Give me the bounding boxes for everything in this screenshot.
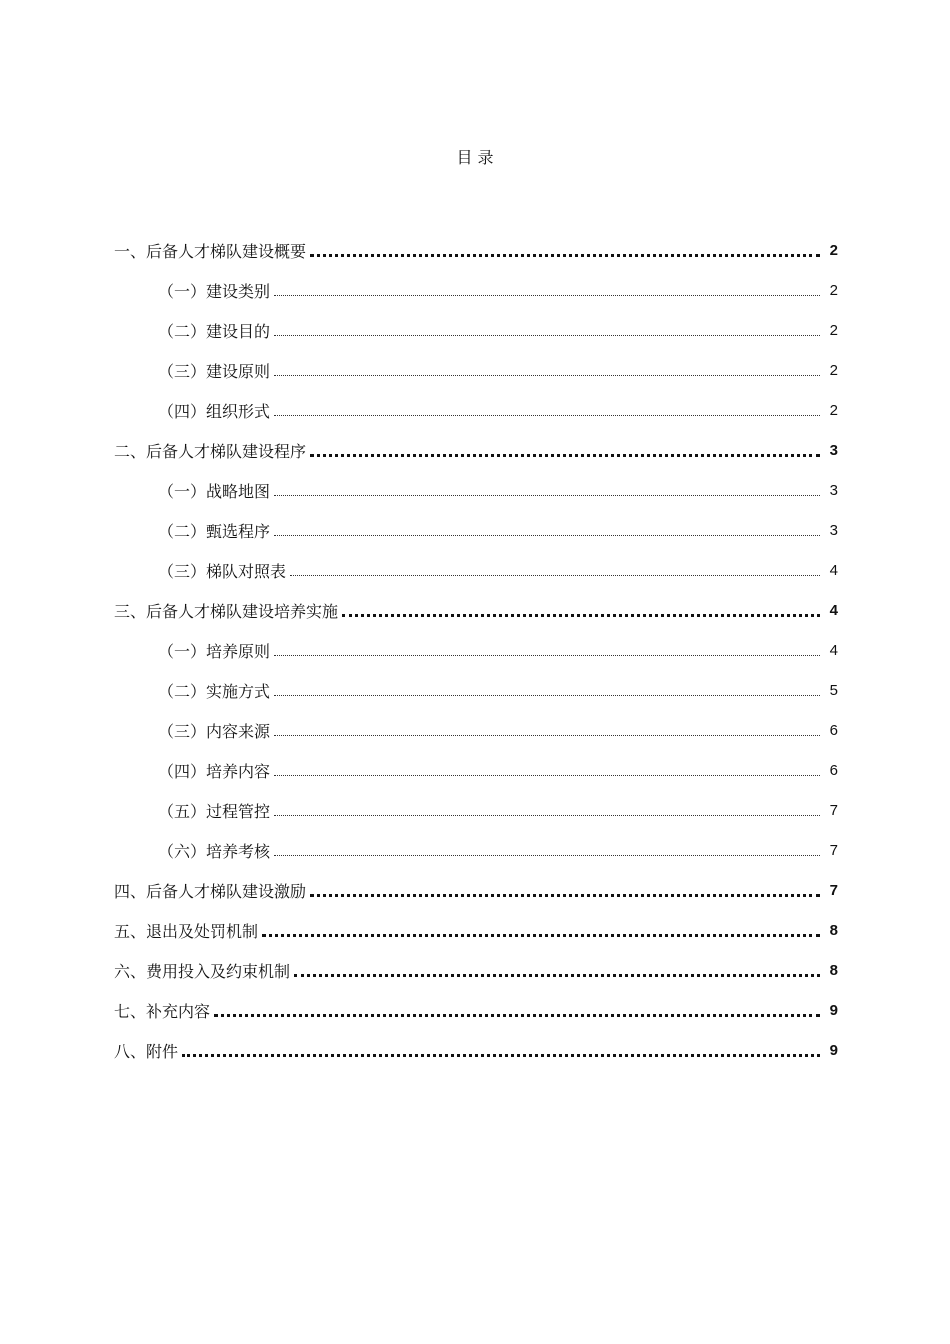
toc-entry-subsection[interactable]: [114, 630, 838, 670]
toc-entry-label: 二、后备人才梯队建设程序: [114, 441, 307, 461]
dot-leader: [342, 598, 820, 617]
toc-entry-section[interactable]: [114, 910, 838, 950]
toc-entry-section[interactable]: [114, 430, 838, 470]
toc-entry-label: 七、补充内容: [114, 1001, 211, 1021]
toc-entry-subsection[interactable]: [114, 470, 838, 510]
toc-entry-subsection[interactable]: [114, 830, 838, 870]
toc-entry-page-number: 7: [829, 881, 838, 899]
toc-entry-subsection[interactable]: [114, 270, 838, 310]
dot-leader: [182, 1038, 820, 1057]
dot-leader: [274, 639, 820, 656]
toc-entry-label: 五、退出及处罚机制: [114, 921, 259, 941]
toc-entry-subsection[interactable]: [114, 790, 838, 830]
dot-leader: [274, 679, 820, 696]
toc-entry-section[interactable]: [114, 590, 838, 630]
toc-entry-page-number: 2: [829, 241, 838, 259]
toc-entry-label: （三）内容来源: [158, 721, 271, 741]
toc-entry-label: （四）组织形式: [158, 401, 271, 421]
dot-leader: [310, 878, 820, 897]
toc-entry-page-number: 2: [829, 401, 838, 419]
toc-entry-page-number: 6: [829, 761, 838, 779]
toc-entry-label: （一）培养原则: [158, 641, 271, 661]
toc-entry-subsection[interactable]: [114, 510, 838, 550]
toc-entry-subsection[interactable]: [114, 550, 838, 590]
toc-entry-label: （三）建设原则: [158, 361, 271, 381]
toc-entry-section[interactable]: [114, 230, 838, 270]
dot-leader: [274, 759, 820, 776]
toc-entry-label: （四）培养内容: [158, 761, 271, 781]
toc-entry-page-number: 8: [829, 961, 838, 979]
toc-entry-page-number: 9: [829, 1041, 838, 1059]
toc-entry-label: 一、后备人才梯队建设概要: [114, 241, 307, 261]
toc-entry-label: （二）甄选程序: [158, 521, 271, 541]
dot-leader: [274, 839, 820, 856]
toc-entry-subsection[interactable]: [114, 670, 838, 710]
toc-entry-page-number: 2: [829, 321, 838, 339]
toc-entry-label: 八、附件: [114, 1041, 179, 1061]
toc-entry-section[interactable]: [114, 870, 838, 910]
table-of-contents: [114, 230, 838, 1070]
toc-entry-page-number: 5: [829, 681, 838, 699]
toc-entry-label: （五）过程管控: [158, 801, 271, 821]
toc-entry-page-number: 7: [829, 841, 838, 859]
toc-entry-section[interactable]: [114, 1030, 838, 1070]
dot-leader: [274, 399, 820, 416]
toc-entry-label: 四、后备人才梯队建设激励: [114, 881, 307, 901]
toc-entry-label: （二）建设目的: [158, 321, 271, 341]
toc-entry-page-number: 8: [829, 921, 838, 939]
toc-entry-page-number: 7: [829, 801, 838, 819]
toc-entry-label: 六、费用投入及约束机制: [114, 961, 291, 981]
dot-leader: [274, 719, 820, 736]
dot-leader: [294, 958, 820, 977]
toc-entry-page-number: 3: [829, 521, 838, 539]
toc-entry-section[interactable]: [114, 990, 838, 1030]
dot-leader: [310, 438, 820, 457]
dot-leader: [274, 359, 820, 376]
dot-leader: [274, 279, 820, 296]
toc-entry-page-number: 9: [829, 1001, 838, 1019]
toc-entry-section[interactable]: [114, 950, 838, 990]
toc-entry-subsection[interactable]: [114, 390, 838, 430]
toc-entry-label: （一）建设类别: [158, 281, 271, 301]
toc-entry-subsection[interactable]: [114, 350, 838, 390]
dot-leader: [274, 519, 820, 536]
dot-leader: [290, 559, 820, 576]
toc-entry-label: 三、后备人才梯队建设培养实施: [114, 601, 339, 621]
toc-entry-subsection[interactable]: [114, 750, 838, 790]
dot-leader: [262, 918, 820, 937]
toc-entry-subsection[interactable]: [114, 310, 838, 350]
toc-title: 目 录: [456, 148, 494, 167]
toc-entry-page-number: 3: [829, 441, 838, 459]
dot-leader: [274, 799, 820, 816]
toc-entry-page-number: 2: [829, 361, 838, 379]
toc-entry-page-number: 4: [829, 641, 838, 659]
toc-entry-page-number: 4: [829, 561, 838, 579]
dot-leader: [274, 319, 820, 336]
toc-entry-label: （六）培养考核: [158, 841, 271, 861]
toc-entry-label: （三）梯队对照表: [158, 561, 287, 581]
toc-entry-page-number: 4: [829, 601, 838, 619]
toc-entry-page-number: 3: [829, 481, 838, 499]
toc-entry-label: （二）实施方式: [158, 681, 271, 701]
toc-entry-subsection[interactable]: [114, 710, 838, 750]
toc-entry-page-number: 2: [829, 281, 838, 299]
dot-leader: [214, 998, 820, 1017]
toc-entry-page-number: 6: [829, 721, 838, 739]
dot-leader: [274, 479, 820, 496]
dot-leader: [310, 238, 820, 257]
toc-entry-label: （一）战略地图: [158, 481, 271, 501]
